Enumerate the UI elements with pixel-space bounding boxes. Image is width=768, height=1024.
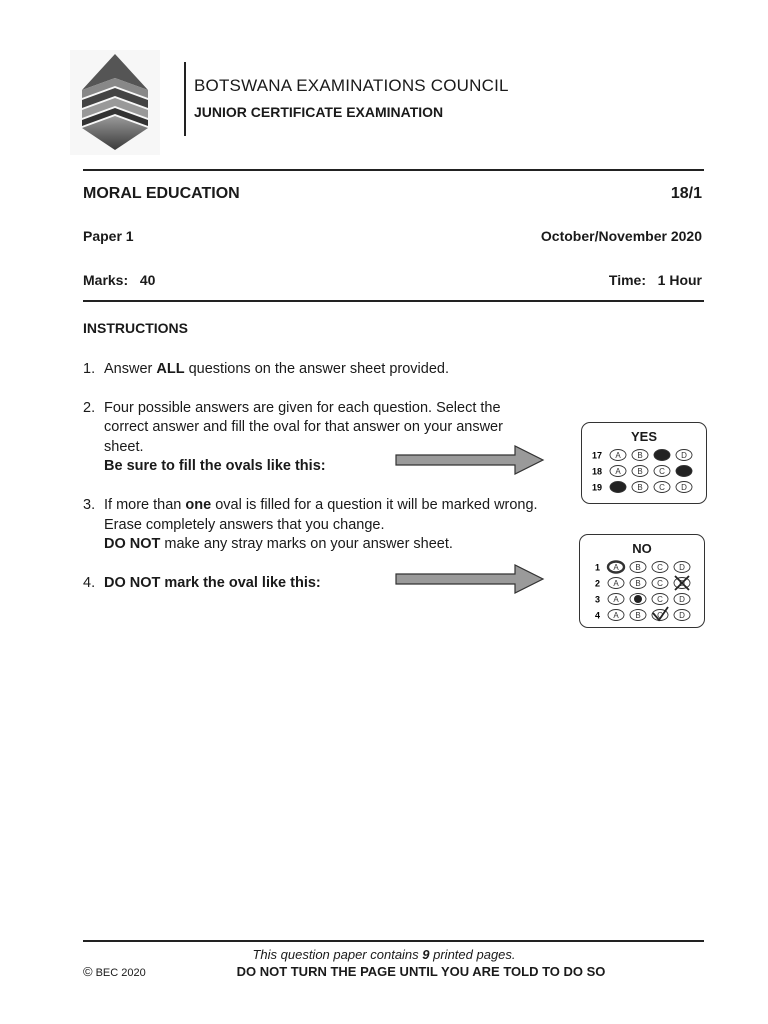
time xyxy=(609,272,702,288)
answer-oval-a xyxy=(610,482,626,493)
answer-oval-b xyxy=(632,450,648,461)
paper-code: 18/1 xyxy=(670,185,702,202)
yes-title: YES xyxy=(630,429,657,444)
instruction-3-line-2: Erase completely answers that you change. xyxy=(104,517,385,533)
copyright-text: BEC 2020 xyxy=(95,967,146,979)
row-number: 19 xyxy=(591,482,602,493)
answer-oval-d xyxy=(676,450,692,461)
answer-oval-d xyxy=(674,610,690,621)
instruction-2-line-2: correct answer and fill the oval for that answer on your answer xyxy=(104,419,503,435)
svg-text:B: B xyxy=(635,611,641,620)
arrow-right-icon xyxy=(395,444,545,476)
instruction-3-line-3 xyxy=(104,536,453,552)
svg-text:D: D xyxy=(681,451,687,460)
no-title: NO xyxy=(632,541,652,556)
no-example-box xyxy=(579,534,705,628)
answer-oval-a xyxy=(610,466,626,477)
answer-oval-b xyxy=(632,482,648,493)
text: make any stray marks on your answer sheet. xyxy=(160,536,453,552)
answer-oval-c xyxy=(652,578,668,589)
svg-text:D: D xyxy=(679,611,685,620)
answer-oval-c xyxy=(654,482,670,493)
answer-oval-d xyxy=(674,594,690,605)
answer-oval-d xyxy=(674,576,690,590)
svg-text:D: D xyxy=(679,595,685,604)
svg-text:B: B xyxy=(637,467,643,476)
answer-oval-d xyxy=(676,482,692,493)
header-divider xyxy=(184,62,186,136)
answer-oval-b xyxy=(630,610,646,621)
rule-mid xyxy=(83,300,704,302)
row-number: 17 xyxy=(591,450,602,461)
answer-oval-d xyxy=(674,562,690,573)
row-number: 3 xyxy=(594,594,600,605)
answer-oval-c xyxy=(654,466,670,477)
answer-oval-c xyxy=(652,562,668,573)
arrow-right-icon xyxy=(395,563,545,595)
footer-warning: DO NOT TURN THE PAGE UNTIL YOU ARE TOLD TO DO SO xyxy=(236,964,606,979)
svg-text:A: A xyxy=(613,611,619,620)
instruction-2-bold: Be sure to fill the ovals like this: xyxy=(104,458,326,474)
answer-oval-d xyxy=(676,466,692,477)
footer-rule xyxy=(83,940,704,942)
copyright-icon: © xyxy=(83,964,93,979)
yes-ovals xyxy=(582,447,706,501)
answer-oval-c xyxy=(652,594,668,605)
instruction-1 xyxy=(104,361,449,377)
svg-text:B: B xyxy=(637,483,643,492)
text: If more than xyxy=(104,497,186,513)
emphasis: ALL xyxy=(156,361,185,377)
answer-oval-c xyxy=(652,607,668,621)
time-value: 1 Hour xyxy=(657,272,702,288)
yes-example-box xyxy=(581,422,707,504)
answer-oval-a xyxy=(610,450,626,461)
text: oval is filled for a question it will be marked wrong. xyxy=(211,497,538,513)
svg-text:C: C xyxy=(659,483,665,492)
instructions-heading: INSTRUCTIONS xyxy=(83,320,188,336)
marks-label: Marks: xyxy=(83,272,129,288)
row-number: 4 xyxy=(594,610,600,621)
instruction-number: 3. xyxy=(83,497,96,513)
svg-text:D: D xyxy=(679,563,685,572)
svg-text:C: C xyxy=(659,467,665,476)
exam-name: JUNIOR CERTIFICATE EXAMINATION xyxy=(194,104,444,120)
answer-oval-b xyxy=(632,466,648,477)
instruction-number: 1. xyxy=(83,361,96,377)
paper-label: Paper 1 xyxy=(83,228,134,244)
svg-text:A: A xyxy=(613,595,619,604)
page-count-note xyxy=(0,947,768,962)
marks xyxy=(83,272,155,288)
subject-title: MORAL EDUCATION xyxy=(83,185,240,202)
answer-oval-a xyxy=(608,594,624,605)
marks-value: 40 xyxy=(139,272,156,288)
instruction-2-line-3: sheet. xyxy=(104,439,144,455)
emphasis: one xyxy=(185,497,212,513)
answer-oval-b xyxy=(630,594,646,605)
text: Answer xyxy=(104,361,157,377)
copyright xyxy=(83,964,146,979)
svg-text:A: A xyxy=(613,563,619,572)
text: printed pages. xyxy=(429,947,516,962)
answer-oval-a xyxy=(608,578,624,589)
row-number: 2 xyxy=(594,578,600,589)
answer-oval-a xyxy=(608,610,624,621)
svg-text:A: A xyxy=(613,579,619,588)
svg-text:C: C xyxy=(657,563,663,572)
page-count: 9 xyxy=(422,947,430,962)
instruction-number: 4. xyxy=(83,575,96,591)
time-label: Time: xyxy=(608,272,646,288)
answer-oval-a xyxy=(608,562,624,573)
svg-text:B: B xyxy=(635,563,641,572)
answer-oval-c xyxy=(654,450,670,461)
instruction-2-line-1: Four possible answers are given for each question. Select the xyxy=(104,400,501,416)
text: questions on the answer sheet provided. xyxy=(184,361,449,377)
svg-text:B: B xyxy=(635,579,641,588)
row-number: 1 xyxy=(594,562,600,573)
svg-text:B: B xyxy=(637,451,643,460)
council-name: BOTSWANA EXAMINATIONS COUNCIL xyxy=(194,76,509,95)
answer-oval-b xyxy=(630,578,646,589)
bec-logo xyxy=(70,50,160,155)
svg-text:C: C xyxy=(657,611,663,620)
svg-text:C: C xyxy=(657,579,663,588)
emphasis: DO NOT xyxy=(104,536,161,552)
exam-session: October/November 2020 xyxy=(540,228,702,244)
no-ovals xyxy=(580,559,704,625)
svg-text:C: C xyxy=(657,595,663,604)
svg-text:A: A xyxy=(615,451,621,460)
rule-top xyxy=(83,169,704,171)
instruction-3-line-1 xyxy=(104,497,538,513)
svg-text:D: D xyxy=(679,579,685,588)
instruction-4: DO NOT mark the oval like this: xyxy=(104,575,321,591)
svg-text:D: D xyxy=(681,483,687,492)
instruction-number: 2. xyxy=(83,400,96,416)
row-number: 18 xyxy=(591,466,602,477)
svg-text:A: A xyxy=(615,467,621,476)
answer-oval-b xyxy=(630,562,646,573)
text: This question paper contains xyxy=(252,947,423,962)
